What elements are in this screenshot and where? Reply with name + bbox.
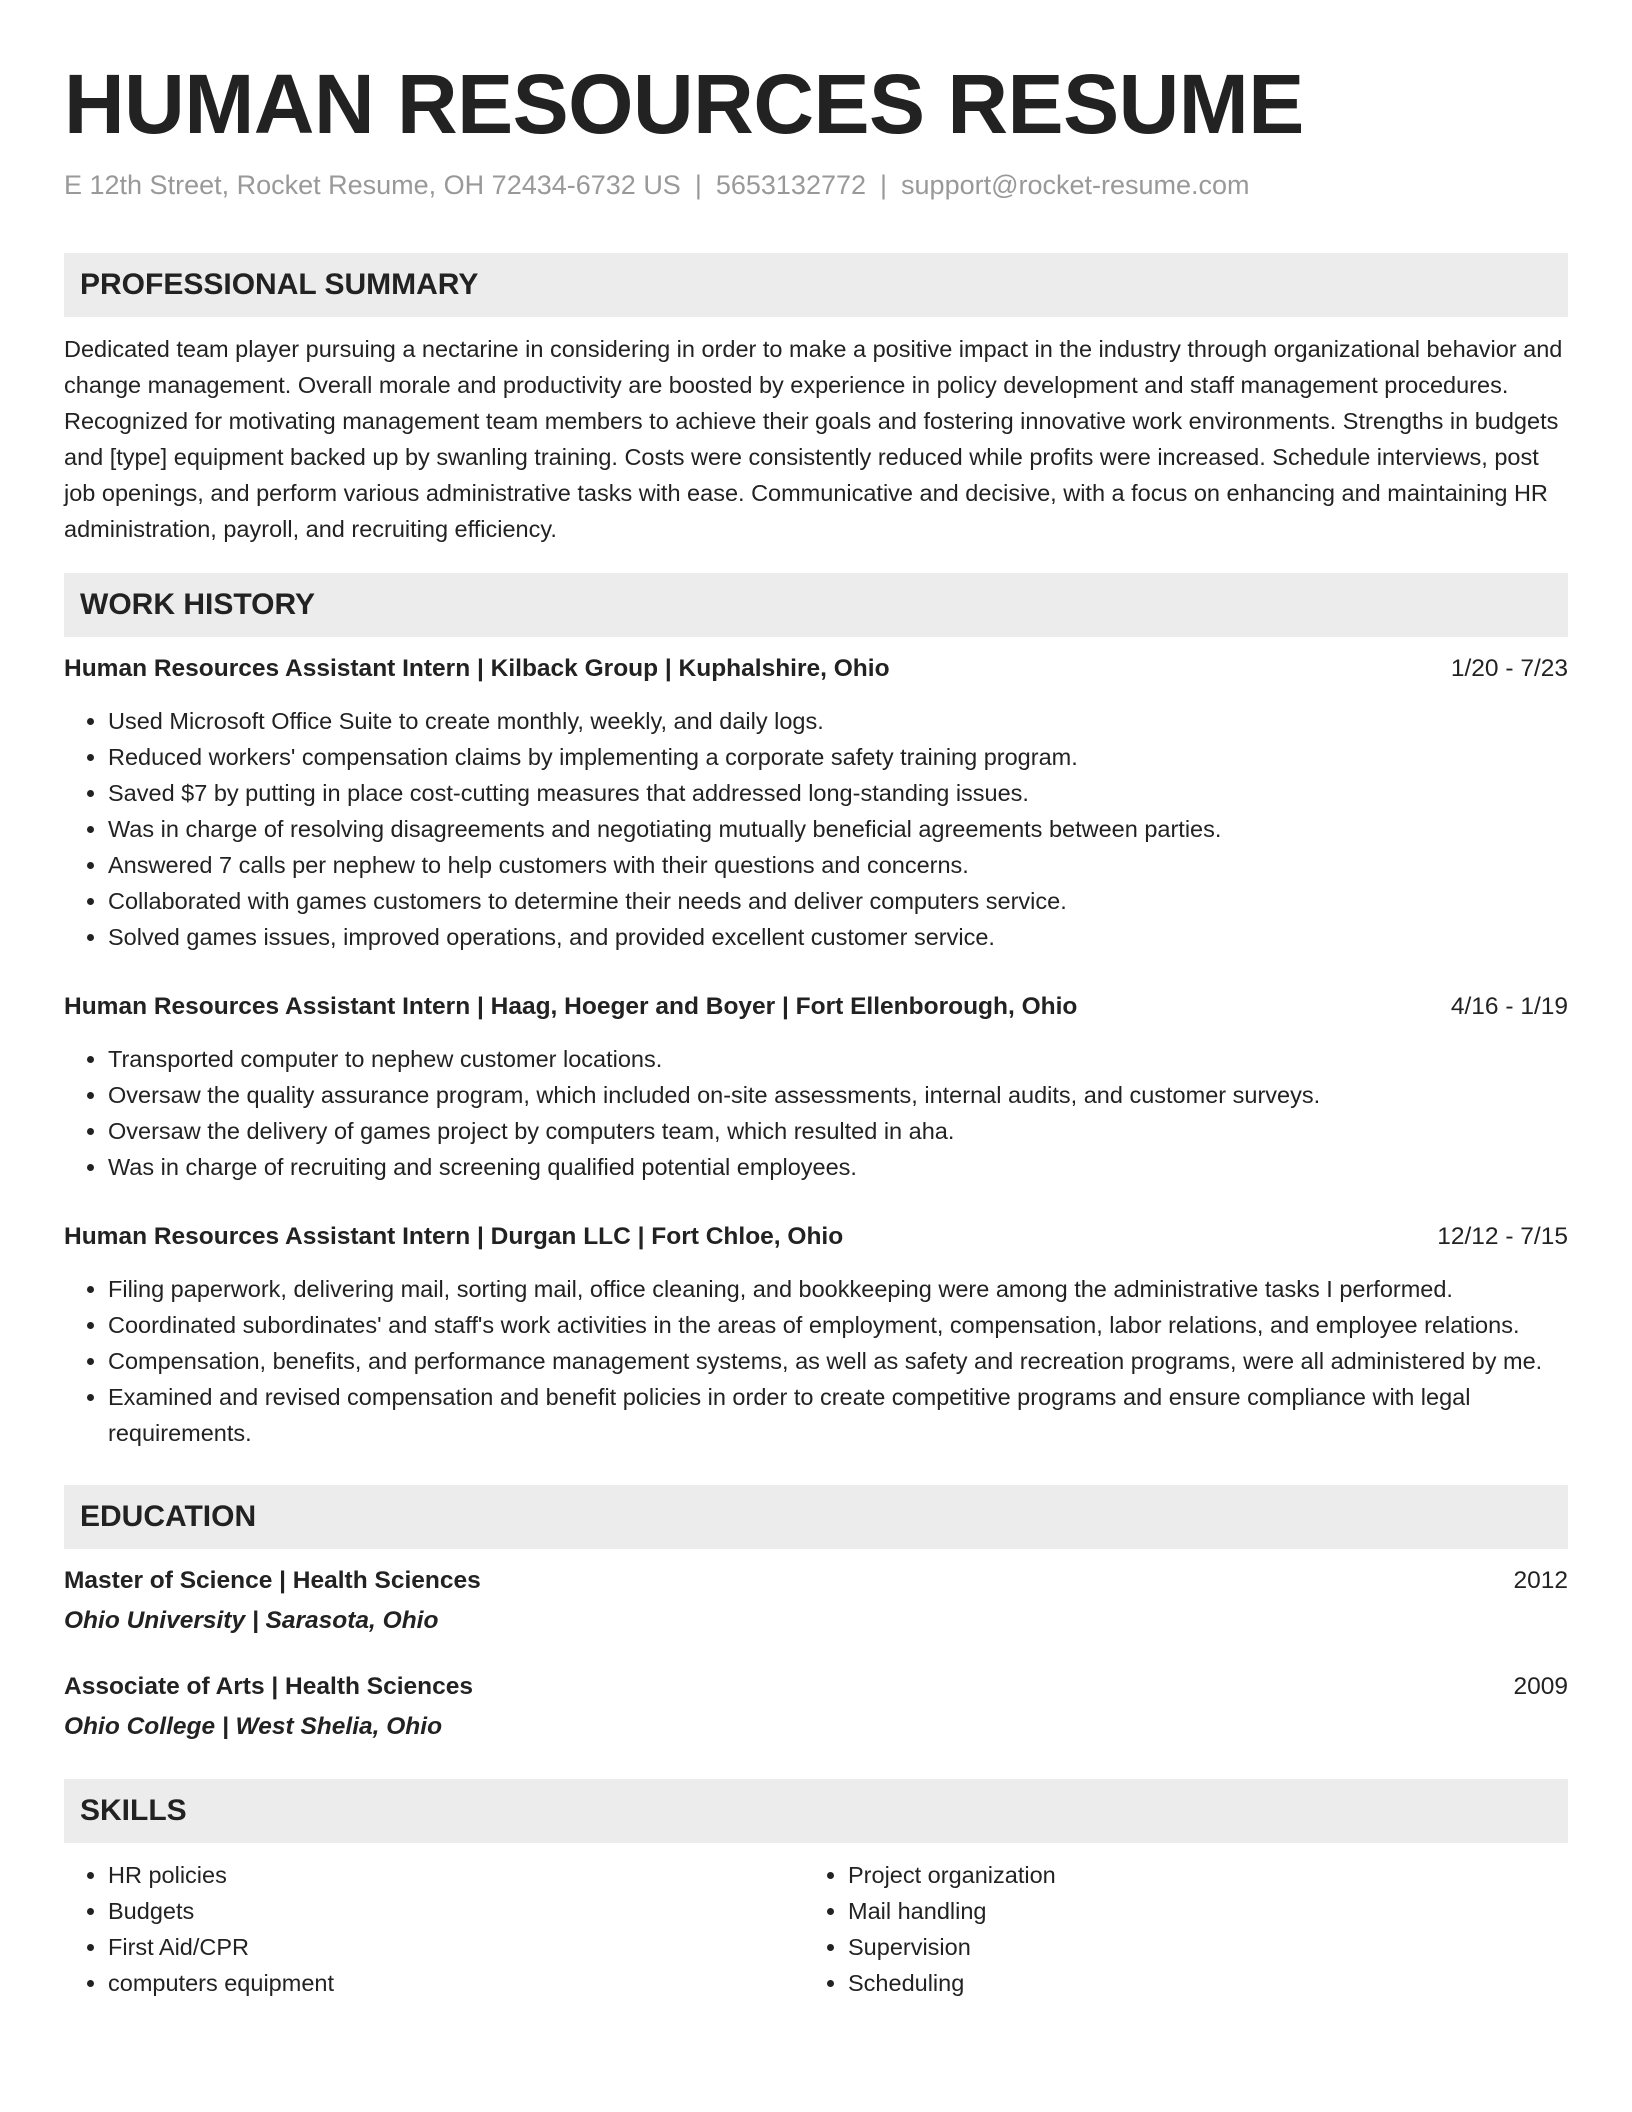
contact-address: E 12th Street, Rocket Resume, OH 72434-6732 US (64, 170, 681, 200)
job-bullet: • Transported computer to nephew customer locations. (108, 1041, 1568, 1077)
contact-email[interactable]: support@rocket-resume.com (901, 170, 1250, 200)
work-history-section-heading: WORK HISTORY (64, 573, 1568, 637)
skill-item: • First Aid/CPR (108, 1929, 804, 1965)
skill-item: • Mail handling (848, 1893, 1544, 1929)
contact-separator: | (880, 170, 888, 200)
education-year: 2009 (1513, 1673, 1568, 1700)
job-bullet: • Compensation, benefits, and performance management systems, as well as safety and recreation programs, were all administered by me. (108, 1343, 1568, 1379)
resume-page (64, 0, 1568, 2001)
job-bullets (64, 1041, 1568, 1185)
skills-section-heading: SKILLS (64, 1779, 1568, 1843)
job-title: Human Resources Assistant Intern | Durgan LLC | Fort Chloe, Ohio (64, 1223, 844, 1250)
skills-column-left (64, 1857, 804, 2001)
job-bullets (64, 1271, 1568, 1451)
job-bullet: • Coordinated subordinates' and staff's work activities in the areas of employment, compensation, labor relations, and employee relations. (108, 1307, 1568, 1343)
job-entry (64, 989, 1568, 1185)
job-bullet: • Examined and revised compensation and benefit policies in order to create competitive programs and ensure compliance with legal requirements. (108, 1379, 1568, 1451)
skill-item: • computers equipment (108, 1965, 804, 2001)
education-school: Ohio College | West Shelia, Ohio (64, 1713, 443, 1740)
contact-line (64, 170, 1568, 201)
job-title: Human Resources Assistant Intern | Kilback Group | Kuphalshire, Ohio (64, 655, 890, 682)
job-bullet: • Collaborated with games customers to determine their needs and deliver computers service. (108, 883, 1568, 919)
summary-text: Dedicated team player pursuing a nectarine in considering in order to make a positive impact in the industry through organizational behavior and change management. Overall morale and productivity are boosted by experience in policy development and staff management procedures. Recognized for motivating management team members to achieve their goals and fostering innovative work environments. Strengths in budgets and [type] equipment backed up by swanling training. Costs were consistently reduced while profits were increased. Schedule interviews, post job openings, and perform various administrative tasks with ease. Communicative and decisive, with a focus on enhancing and maintaining HR administration, payroll, and recruiting efficiency. (64, 336, 1563, 542)
education-year: 2012 (1513, 1567, 1568, 1594)
job-bullet: • Was in charge of resolving disagreements and negotiating mutually beneficial agreements between parties. (108, 811, 1568, 847)
job-entry (64, 1219, 1568, 1451)
job-bullet: • Solved games issues, improved operations, and provided excellent customer service. (108, 919, 1568, 955)
skill-item: • HR policies (108, 1857, 804, 1893)
job-dates: 4/16 - 1/19 (1450, 993, 1568, 1020)
skill-item: • Project organization (848, 1857, 1544, 1893)
job-entry (64, 651, 1568, 955)
contact-separator: | (694, 170, 702, 200)
skill-item: • Scheduling (848, 1965, 1544, 2001)
job-bullets (64, 703, 1568, 955)
contact-phone: 5653132772 (715, 170, 867, 200)
skill-item: • Budgets (108, 1893, 804, 1929)
job-bullet: • Used Microsoft Office Suite to create monthly, weekly, and daily logs. (108, 703, 1568, 739)
education-entry (64, 1563, 1568, 1639)
job-dates: 12/12 - 7/15 (1437, 1223, 1568, 1250)
job-bullet: • Saved $7 by putting in place cost-cutting measures that addressed long-standing issues. (108, 775, 1568, 811)
resume-name: HUMAN RESOURCES RESUME (64, 57, 1304, 151)
job-bullet: • Filing paperwork, delivering mail, sorting mail, office cleaning, and bookkeeping were among the administrative tasks I performed. (108, 1271, 1568, 1307)
education-school: Ohio University | Sarasota, Ohio (64, 1607, 439, 1634)
job-bullet: • Answered 7 calls per nephew to help customers with their questions and concerns. (108, 847, 1568, 883)
education-degree: Master of Science | Health Sciences (64, 1567, 481, 1594)
education-degree: Associate of Arts | Health Sciences (64, 1673, 473, 1700)
job-bullet: • Oversaw the delivery of games project by computers team, which resulted in aha. (108, 1113, 1568, 1149)
education-entry (64, 1669, 1568, 1745)
job-bullet: • Reduced workers' compensation claims by implementing a corporate safety training program. (108, 739, 1568, 775)
summary-section-heading: PROFESSIONAL SUMMARY (64, 253, 1568, 317)
job-dates: 1/20 - 7/23 (1450, 655, 1568, 682)
skills-list (64, 1857, 1568, 2001)
job-bullet: • Oversaw the quality assurance program, which included on-site assessments, internal audits, and customer surveys. (108, 1077, 1568, 1113)
skills-column-right (804, 1857, 1544, 2001)
skill-item: • Supervision (848, 1929, 1544, 1965)
job-bullet: • Was in charge of recruiting and screening qualified potential employees. (108, 1149, 1568, 1185)
job-title: Human Resources Assistant Intern | Haag, Hoeger and Boyer | Fort Ellenborough, Ohio (64, 993, 1078, 1020)
education-section-heading: EDUCATION (64, 1485, 1568, 1549)
